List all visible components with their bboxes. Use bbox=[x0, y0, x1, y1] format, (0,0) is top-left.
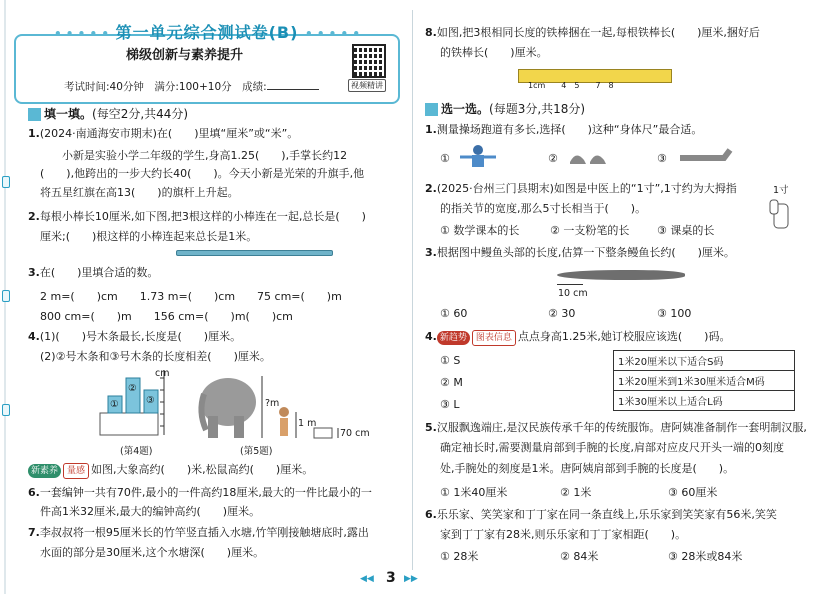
choice-6-opt-1[interactable]: ① 28米 bbox=[440, 550, 479, 563]
ruler-ticks-label: 1cm 4 5 7 8 bbox=[528, 81, 614, 90]
fig4-label-3: ③ bbox=[146, 395, 155, 406]
section-choose bbox=[425, 100, 585, 117]
eel-head-length: 10 cm bbox=[558, 288, 588, 299]
q-line: 在( )里填合适的数。 bbox=[39, 266, 159, 279]
q8-line2: 的铁棒长( )厘米。 bbox=[440, 46, 548, 59]
section-fill-in bbox=[28, 105, 188, 122]
q-line: (2025·台州三门县期末)如图是中医上的“1寸”,1寸约为大拇指 bbox=[436, 182, 737, 195]
q-number: 6. bbox=[28, 486, 40, 499]
question-4 bbox=[28, 330, 241, 344]
section-note: (每空2分,共44分) bbox=[92, 107, 189, 121]
q-number: 3. bbox=[28, 266, 40, 279]
page-title: • • • • • 第一单元综合测试卷(B) • • • • • bbox=[53, 23, 361, 42]
prev-page-icon[interactable]: ◀◀ bbox=[360, 574, 374, 584]
table-row bbox=[614, 371, 795, 391]
tag-new-trend: 新趋势 bbox=[437, 331, 470, 345]
choice-2 bbox=[425, 182, 737, 196]
q-line: 一套编钟一共有70件,最小的一件高约18厘米,最大的一件比最小的一 bbox=[39, 486, 372, 499]
table-cell: 1米20厘米以下适合S码 bbox=[614, 351, 795, 371]
q-line: 每根小棒长10厘米,如下图,把3根这样的小棒连在一起,总长是( ) bbox=[39, 210, 366, 223]
section-badge bbox=[425, 103, 438, 116]
choice-3 bbox=[425, 246, 735, 260]
fig4-caption: (第4题) bbox=[120, 446, 153, 457]
q-line: 汉服飘逸端庄,是汉民族传承千年的传统服饰。唐阿姨准备制作一套明制汉服, bbox=[436, 421, 807, 434]
q3-line2: 2 m=( )cm 1.73 m=( )cm 75 cm=( )m bbox=[40, 290, 342, 303]
fig5-block-height: 70 cm bbox=[340, 428, 370, 439]
q-number: 8. bbox=[425, 26, 437, 39]
fig4-unit: cm bbox=[155, 368, 170, 379]
choice-6 bbox=[425, 508, 777, 522]
question-2 bbox=[28, 210, 366, 224]
question-5 bbox=[28, 463, 313, 479]
q-line: 李叔叔将一根95厘米长的竹竿竖直插入水塘,竹竿刚接触塘底时,露出 bbox=[39, 526, 369, 539]
section-note: (每题3分,共18分) bbox=[489, 102, 586, 116]
choice-5-opt-3[interactable]: ③ 60厘米 bbox=[668, 486, 718, 499]
choice-5-opt-1[interactable]: ① 1米40厘米 bbox=[440, 486, 508, 499]
q1-line3: ( ),他跨出的一步大约长40( )。今天小新是光荣的升旗手,他 bbox=[40, 167, 365, 180]
q2-line2: 厘米;( )根这样的小棒连起来总长是1米。 bbox=[40, 230, 258, 243]
q-line: (2024·南通海安市期末)在( )里填“厘米”或“米”。 bbox=[39, 127, 299, 140]
choice-4 bbox=[425, 330, 730, 346]
meta-text: 考试时间:40分钟 满分:100+10分 成绩: bbox=[64, 81, 267, 93]
next-page-icon[interactable]: ▶▶ bbox=[404, 574, 418, 584]
section-name: 填一填。 bbox=[44, 107, 93, 121]
tag-chart-info: 图表信息 bbox=[472, 330, 516, 346]
fig4-label-1: ① bbox=[110, 399, 119, 410]
fig5-caption: (第5题) bbox=[240, 446, 273, 457]
choice-4-opt-2[interactable]: ② M bbox=[440, 376, 463, 389]
thumb-icon bbox=[770, 198, 796, 234]
q1-line4: 将五星红旗在高13( )的旗杆上升起。 bbox=[40, 186, 239, 199]
choice-6-opt-2[interactable]: ② 84米 bbox=[560, 550, 599, 563]
qr-label: 视频精讲 bbox=[348, 79, 386, 92]
q4-line2: (2)②号木条和③号木条的长度相差( )厘米。 bbox=[40, 350, 271, 363]
section-badge bbox=[28, 108, 41, 121]
q-line: 点点身高1.25米,她订校服应该选( )码。 bbox=[517, 330, 731, 343]
table-cell: 1米30厘米以上适合L码 bbox=[614, 391, 795, 411]
question-7 bbox=[28, 526, 369, 540]
q-number: 6. bbox=[425, 508, 437, 521]
exam-meta bbox=[64, 79, 319, 94]
q-line: 如图,大象高约( )米,松鼠高约( )厘米。 bbox=[91, 463, 314, 476]
subtitle: 梯级创新与素养提升 bbox=[126, 48, 244, 63]
arm-icon bbox=[680, 144, 736, 166]
choice-1-opt-1[interactable]: ① bbox=[440, 152, 450, 165]
q-number: 5. bbox=[425, 421, 437, 434]
question-1 bbox=[28, 127, 298, 141]
choice-3-opt-3[interactable]: ③ 100 bbox=[657, 307, 692, 320]
choice-2-opt-3[interactable]: ③ 课桌的长 bbox=[657, 224, 715, 237]
score-blank[interactable] bbox=[267, 79, 319, 90]
title-text: 第一单元综合测试卷(B) bbox=[115, 23, 299, 42]
table-row bbox=[614, 391, 795, 411]
section-name: 选一选。 bbox=[441, 102, 490, 116]
thumb-inch-label: 1寸 bbox=[773, 185, 789, 196]
q-line: 如图,把3根相同长度的铁棒捆在一起,每根铁棒长( )厘米,捆好后 bbox=[436, 26, 760, 39]
choice-5 bbox=[425, 421, 807, 435]
choice-4-opt-1[interactable]: ① S bbox=[440, 354, 461, 367]
fig4-label-2: ② bbox=[128, 383, 137, 394]
q3-line3: 800 cm=( )m 156 cm=( )m( )cm bbox=[40, 310, 293, 323]
choice-3-opt-1[interactable]: ① 60 bbox=[440, 307, 468, 320]
choice-2-line2: 的指关节的宽度,那么5寸长相当于( )。 bbox=[440, 202, 647, 215]
choice-6-line2: 家到丁丁家有28米,则乐乐家和丁丁家相距( )。 bbox=[440, 528, 687, 541]
eel-head-length-line bbox=[557, 284, 583, 285]
q-line: 乐乐家、笑笑家和丁丁家在同一条直线上,乐乐家到笑笑家有56米,笑笑 bbox=[436, 508, 777, 521]
page-number: 3 bbox=[386, 570, 396, 586]
q-number: 1. bbox=[425, 123, 437, 136]
q7-line2: 水面的部分是30厘米,这个水塘深( )厘米。 bbox=[40, 546, 265, 559]
stick-figure bbox=[176, 250, 333, 256]
q1-line2: 小新是实验小学二年级的学生,身高1.25( ),手掌长约12 bbox=[62, 149, 348, 162]
choice-3-opt-2[interactable]: ② 30 bbox=[548, 307, 576, 320]
question-8 bbox=[425, 26, 760, 40]
block-icon bbox=[314, 428, 332, 438]
foot-icon bbox=[568, 146, 608, 168]
choice-2-opt-2[interactable]: ② 一支粉笔的长 bbox=[550, 224, 630, 237]
choice-5-line2: 确定袖长时,需要测量肩部到手腕的长度,肩部对应皮尺开头一端的0刻度 bbox=[440, 441, 784, 454]
q-number: 7. bbox=[28, 526, 40, 539]
choice-5-line3: 处,手腕处的刻度是1米。唐阿姨肩部到手腕的长度是( )。 bbox=[440, 462, 735, 475]
column-divider bbox=[412, 10, 413, 570]
child-icon bbox=[279, 407, 289, 417]
q-number: 4. bbox=[425, 330, 437, 343]
choice-2-opt-1[interactable]: ① 数学课本的长 bbox=[440, 224, 520, 237]
fig5-elephant-height: ?m bbox=[265, 398, 280, 409]
q-number: 4. bbox=[28, 330, 40, 343]
tag-new-literacy: 新素养 bbox=[28, 464, 61, 478]
binding-mark bbox=[2, 290, 10, 302]
table-cell: 1米20厘米到1米30厘米适合M码 bbox=[614, 371, 795, 391]
table-row bbox=[614, 351, 795, 371]
q-line: 根据图中鳗鱼头部的长度,估算一下整条鳗鱼长约( )厘米。 bbox=[436, 246, 735, 259]
q6-line2: 件高1米32厘米,最大的编钟高约( )厘米。 bbox=[40, 505, 261, 518]
fig5-child-height: 1 m bbox=[298, 418, 317, 429]
choice-1-opt-2[interactable]: ② bbox=[548, 152, 558, 165]
choice-1 bbox=[425, 123, 702, 137]
q-line: (1)( )号木条最长,长度是( )厘米。 bbox=[39, 330, 242, 343]
q-number: 2. bbox=[28, 210, 40, 223]
question-3 bbox=[28, 266, 158, 280]
choice-4-opt-3[interactable]: ③ L bbox=[440, 398, 460, 411]
choice-6-opt-3[interactable]: ③ 28米或84米 bbox=[668, 550, 743, 563]
binding-mark bbox=[2, 176, 10, 188]
q-number: 2. bbox=[425, 182, 437, 195]
question-6 bbox=[28, 486, 372, 500]
q-number: 3. bbox=[425, 246, 437, 259]
arm-span-icon bbox=[460, 144, 496, 170]
q-line: 测量操场跑道有多长,选择( )这种“身体尺”最合适。 bbox=[436, 123, 703, 136]
size-table bbox=[613, 350, 795, 411]
q-number: 1. bbox=[28, 127, 40, 140]
fig4-ruler-ticks bbox=[160, 378, 164, 426]
eel-icon bbox=[557, 270, 685, 280]
choice-1-opt-3[interactable]: ③ bbox=[657, 152, 667, 165]
tag-quantity-sense: 量感 bbox=[63, 463, 89, 479]
binding-mark bbox=[2, 404, 10, 416]
choice-5-opt-2[interactable]: ② 1米 bbox=[560, 486, 592, 499]
qr-code-icon[interactable] bbox=[352, 44, 386, 78]
